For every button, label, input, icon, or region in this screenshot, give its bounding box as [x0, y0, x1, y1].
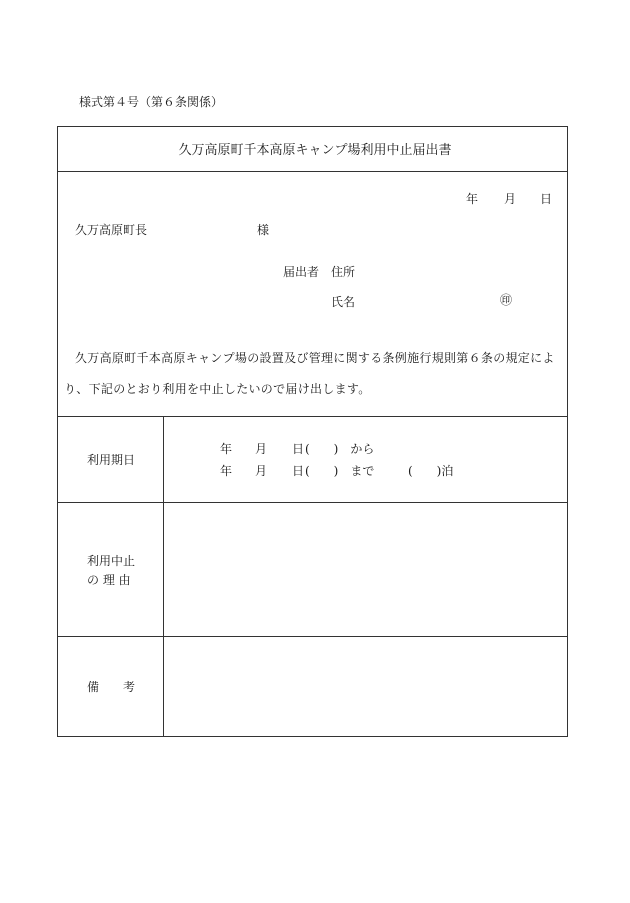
applicant-label: 届出者 [283, 265, 320, 279]
period-from-month: 月 [255, 442, 268, 456]
body-text-line-2: り、下記のとおり利用を中止したいので届け出します。 [64, 382, 371, 396]
period-nights: ( )泊 [408, 464, 454, 478]
label-column-divider [163, 416, 164, 737]
period-from-day: 日 [292, 442, 305, 456]
period-to-day: 日 [292, 464, 305, 478]
addressee-name: 久万高原町長 [75, 223, 148, 237]
period-to-suffix: ( ) まで [305, 464, 375, 478]
applicant-name-label: 氏名 [331, 295, 356, 309]
period-row-label: 利用期日 [87, 453, 136, 467]
period-to-year: 年 [220, 464, 233, 478]
reason-row-label-line-1: 利用中止 [87, 554, 136, 568]
addressee-honorific: 様 [257, 223, 270, 237]
date-year-label: 年 [466, 192, 479, 206]
body-text-line-1: 久万高原町千本高原キャンプ場の設置及び管理に関する条例施行規則第６条の規定によ [75, 351, 555, 365]
reason-row-label-line-2: の 理 由 [87, 573, 131, 587]
seal-mark: ㊞ [500, 293, 513, 307]
applicant-address-label: 住所 [331, 265, 356, 279]
period-to-month: 月 [255, 464, 268, 478]
date-day-label: 日 [540, 192, 553, 206]
divider-period [57, 502, 568, 503]
date-month-label: 月 [504, 192, 517, 206]
period-from-suffix: ( ) から [305, 442, 375, 456]
period-from-year: 年 [220, 442, 233, 456]
divider-title [57, 171, 568, 172]
form-title: 久万高原町千本高原キャンプ場利用中止届出書 [178, 143, 452, 158]
form-frame [57, 126, 568, 737]
form-number-label: 様式第４号（第６条関係） [79, 95, 224, 109]
divider-body [57, 416, 568, 417]
remarks-row-label: 備 考 [87, 680, 136, 694]
divider-reason [57, 636, 568, 637]
